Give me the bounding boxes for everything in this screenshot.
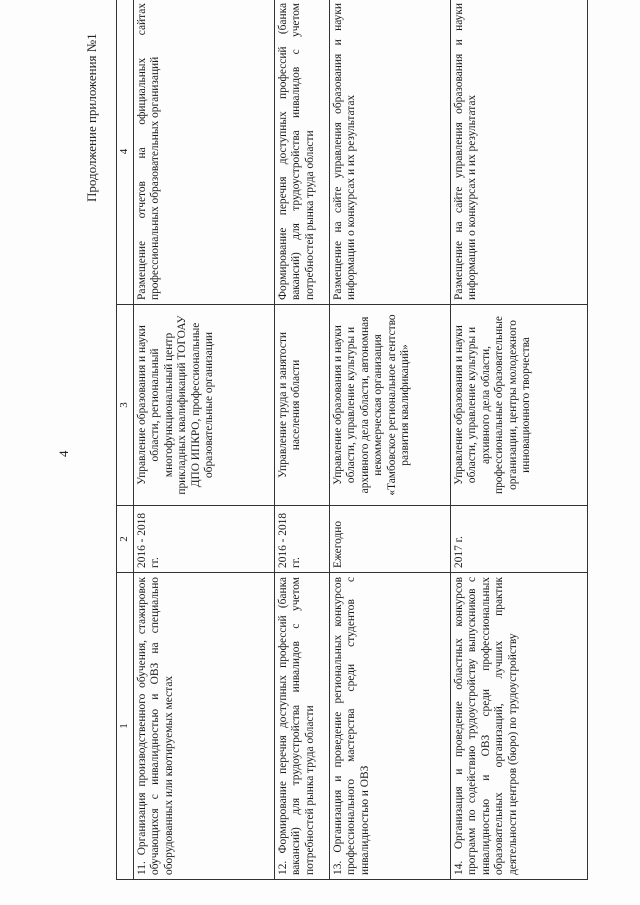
result-cell: Размещение на сайте управления образования и науки информации о конкурсах и их результатах — [330, 0, 451, 305]
period-cell: Ежегодно — [330, 506, 451, 573]
result-cell: Формирование перечня доступных профессий (банка вакансий) для трудоустройства инвалидов с учетом потребностей рынка труда области — [275, 0, 330, 305]
period-cell: 2016 - 2018 гг. — [275, 506, 330, 573]
page-number: 4 — [56, 450, 71, 457]
table-header-row — [117, 0, 134, 880]
header-col-2: 2 — [117, 506, 134, 573]
header-col-3: 3 — [117, 305, 134, 506]
table-row — [330, 0, 451, 880]
period-cell: 2016 - 2018 гг. — [134, 506, 275, 573]
period-cell: 2017 г. — [451, 506, 588, 573]
executor-cell: Управление образования и науки области, региональный многофункциональный центр прикладных квалификаций ТОГОАУ ДПО ИПКРО, профессиональные образовательные организации — [134, 305, 275, 506]
appendix-label: Продолжение приложения №1 — [84, 33, 99, 202]
result-cell: Размещение на сайте управления образования и науки информации о конкурсах и их результатах — [451, 0, 588, 305]
result-cell: Размещение отчетов на официальных сайтах профессиональных образовательных организаций — [134, 0, 275, 305]
table-row — [275, 0, 330, 880]
executor-cell: Управление труда и занятости населения области — [275, 305, 330, 506]
measure-cell: 12. Формирование перечня доступных профессий (банка вакансий) для трудоустройства инвалидов с учетом потребностей рынка труда области — [275, 573, 330, 880]
measures-table — [116, 3, 586, 880]
header-col-4: 4 — [117, 0, 134, 305]
measure-cell: 14. Организация и проведение областных конкурсов программ по содействию трудоустройству выпускников с инвалидностью и ОВЗ среди профессиональных образовательных организаций, лучших практик деятельности центров (бюро) по трудоустройству — [451, 573, 588, 880]
executor-cell: Управление образования и науки области, управление культуры и архивного дела области, автономная некоммерческая организация «Тамбовское региональное агентство развития квалификаций» — [330, 305, 451, 506]
table-row — [134, 0, 275, 880]
header-col-1: 1 — [117, 573, 134, 880]
table-row — [451, 0, 588, 880]
measure-cell: 13. Организация и проведение региональных конкурсов профессионального мастерства среди студентов с инвалидностью и ОВЗ — [330, 573, 451, 880]
executor-cell: Управление образования и науки области, управление культуры и архивного дела области, профессиональные образовательные организации, центры молодежного инновационного творчества — [451, 305, 588, 506]
measure-cell: 11. Организация производственного обучения, стажировок обучающихся с инвалидностью и ОВЗ на специально оборудованных или квотируемых местах — [134, 573, 275, 880]
